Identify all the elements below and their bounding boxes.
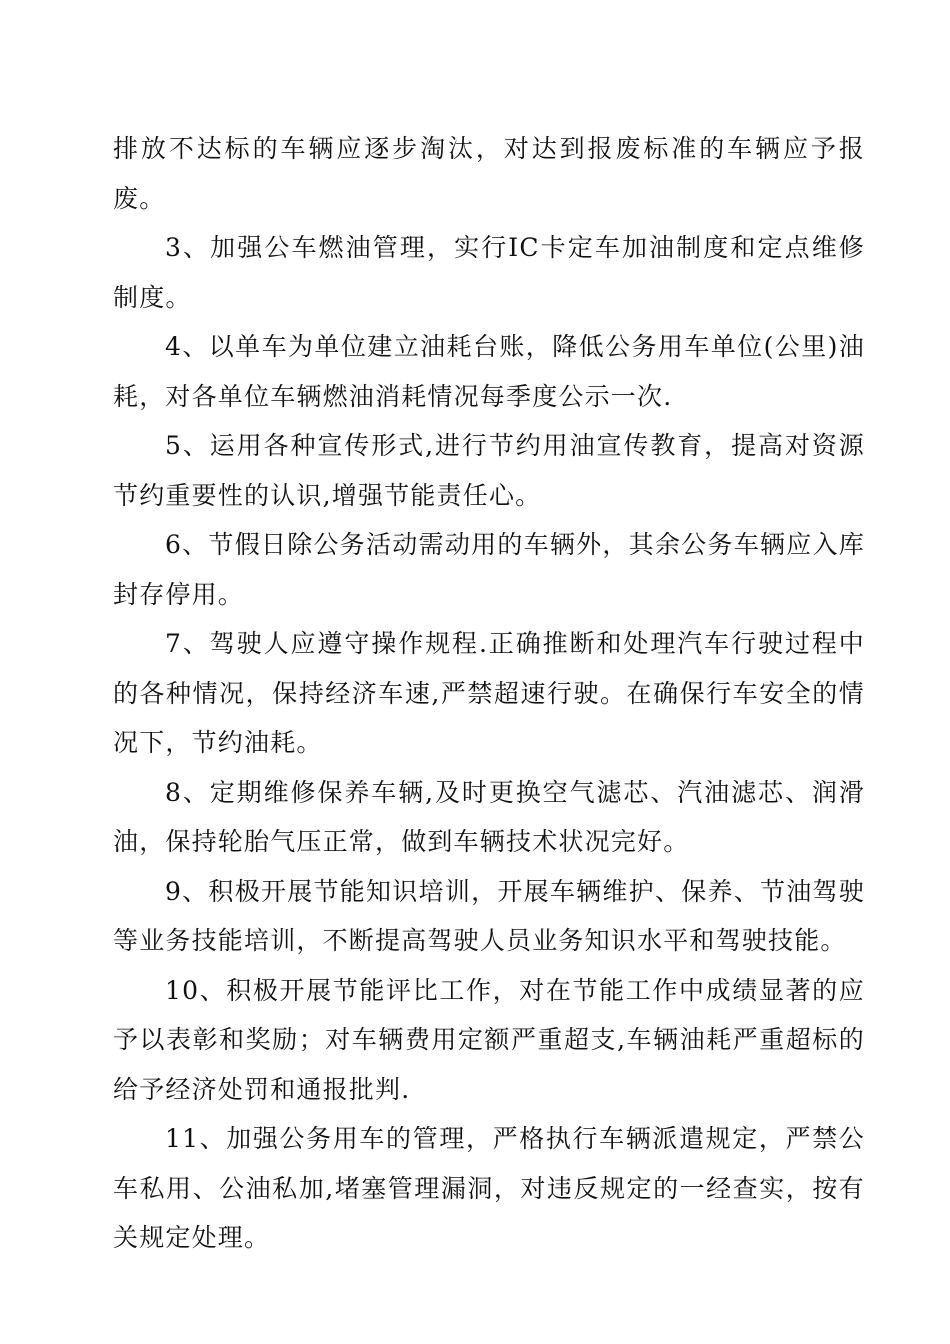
- paragraph-item-7: 7、驾驶人应遵守操作规程.正确推断和处理汽车行驶过程中的各种情况，保持经济车速,严禁超速行驶。在确保行车安全的情况下，节约油耗。: [113, 629, 865, 757]
- paragraph-item-4: 4、以单车为单位建立油耗台账，降低公务用车单位(公里)油耗，对各单位车辆燃油消耗情况每季度公示一次.: [113, 332, 865, 411]
- paragraph-item-9: 9、积极开展节能知识培训，开展车辆维护、保养、节油驾驶等业务技能培训，不断提高驾驶人员业务知识水平和驾驶技能。: [113, 876, 865, 955]
- paragraph-item-8: 8、定期维修保养车辆,及时更换空气滤芯、汽油滤芯、润滑油，保持轮胎气压正常，做到车辆技术状况完好。: [113, 777, 865, 856]
- document-body: [113, 124, 865, 1263]
- paragraph-item-3: 3、加强公车燃油管理，实行IC卡定车加油制度和定点维修制度。: [113, 233, 865, 312]
- paragraph-item-5: 5、运用各种宣传形式,进行节约用油宣传教育，提高对资源节约重要性的认识,增强节能责任心。: [113, 431, 865, 510]
- paragraph-continuation: 排放不达标的车辆应逐步淘汰，对达到报废标准的车辆应予报废。: [113, 134, 865, 213]
- paragraph-item-6: 6、节假日除公务活动需动用的车辆外，其余公务车辆应入库封存停用。: [113, 530, 865, 609]
- paragraph-item-11: 11、加强公务用车的管理，严格执行车辆派遣规定，严禁公车私用、公油私加,堵塞管理漏洞，对违反规定的一经查实，按有关规定处理。: [113, 1124, 865, 1252]
- paragraph-item-10: 10、积极开展节能评比工作，对在节能工作中成绩显著的应予以表彰和奖励；对车辆费用定额严重超支,车辆油耗严重超标的给予经济处罚和通报批判.: [113, 975, 865, 1104]
